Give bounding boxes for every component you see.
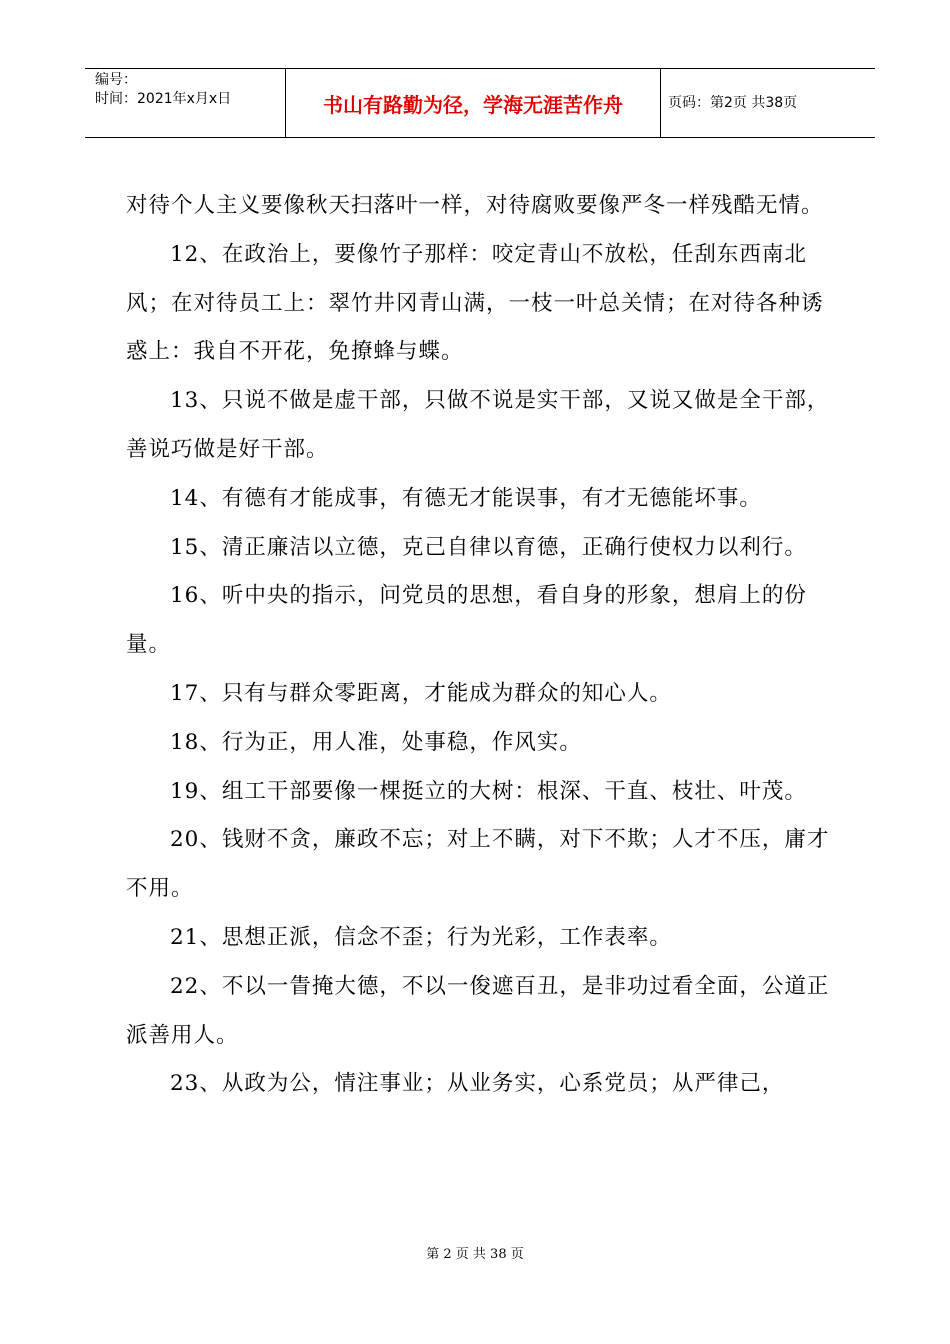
serial-label: 编号： — [95, 72, 137, 88]
page-footer: 第 2 页 共 38 页 — [426, 1247, 524, 1262]
paragraph: 15、清正廉洁以立德，克己自律以育德，正确行使权力以利行。 — [170, 534, 807, 560]
paragraph: 22、不以一眚掩大德，不以一俊遮百丑，是非功过看全面，公道正派善用人。 — [126, 973, 830, 1048]
paragraph: 对待个人主义要像秋天扫落叶一样，对待腐败要像严冬一样残酷无情。 — [126, 193, 824, 218]
motto: 书山有路勤为径，学海无涯苦作舟 — [323, 93, 623, 117]
document-header — [85, 68, 875, 138]
paragraph: 23、从政为公，情注事业；从业务实，心系党员；从严律己， — [170, 1071, 785, 1097]
paragraph: 18、行为正，用人准，处事稳，作风实。 — [170, 729, 582, 755]
paragraph: 20、钱财不贪，廉政不忘；对上不瞒，对下不欺；人才不压，庸才不用。 — [126, 827, 830, 902]
paragraph: 21、思想正派，信念不歪；行为光彩，工作表率。 — [170, 924, 672, 950]
paragraph: 14、有德有才能成事，有德无才能误事，有才无德能坏事。 — [170, 485, 762, 511]
paragraph: 16、听中央的指示，问党员的思想，看自身的形象，想肩上的份量。 — [126, 583, 807, 658]
header-page-info: 页码：第2页 共38页 — [668, 95, 798, 111]
paragraph: 17、只有与群众零距离，才能成为群众的知心人。 — [170, 680, 672, 706]
header-page-cell — [660, 69, 875, 137]
document-body — [126, 182, 836, 1109]
header-meta-cell — [85, 69, 285, 137]
paragraph: 13、只说不做是虚干部，只做不说是实干部，又说又做是全干部，善说巧做是好干部。 — [126, 388, 830, 462]
header-motto-cell — [285, 69, 661, 137]
date-label: 时间：2021年x月x日 — [95, 91, 232, 107]
paragraph: 12、在政治上，要像竹子那样：咬定青山不放松，任刮东西南北风；在对待员工上：翠竹井冈青山满，一枝一叶总关情；在对待各种诱惑上：我自不开花，免撩蜂与蝶。 — [126, 241, 824, 365]
paragraph: 19、组工干部要像一棵挺立的大树：根深、干直、枝壮、叶茂。 — [170, 778, 807, 804]
